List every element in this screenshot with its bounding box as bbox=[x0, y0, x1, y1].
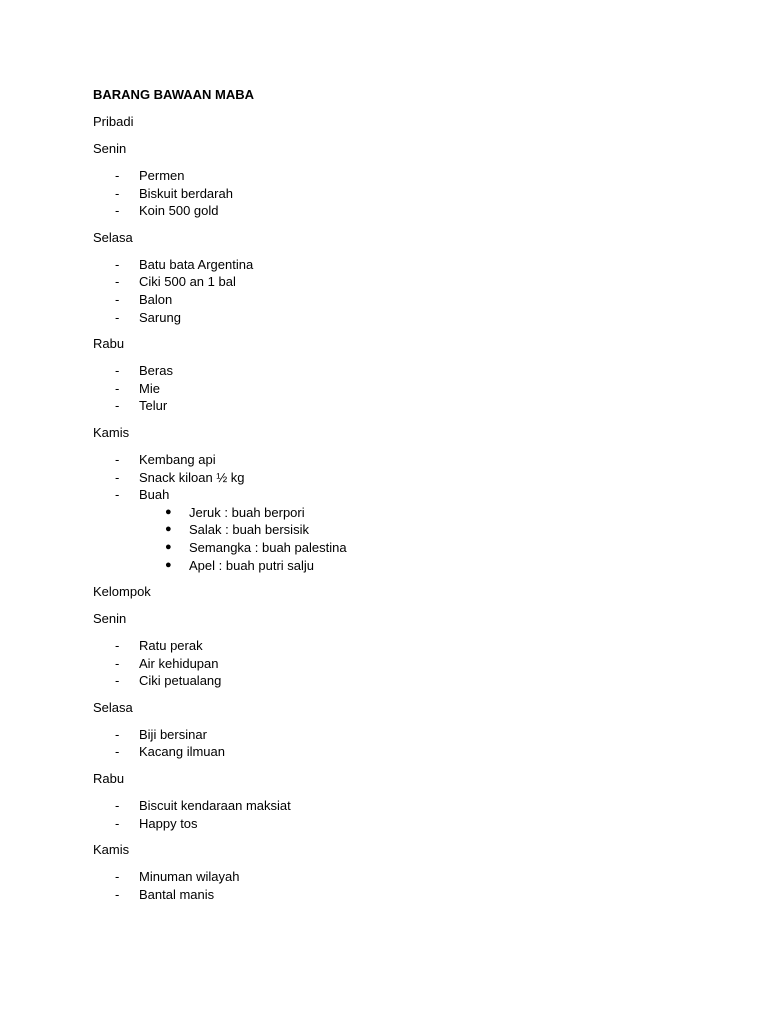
list-item-text: Balon bbox=[139, 291, 173, 307]
list-item bbox=[93, 185, 693, 203]
list-item bbox=[93, 291, 693, 309]
dash-marker: - bbox=[115, 726, 120, 742]
list-item bbox=[93, 362, 693, 380]
dash-marker: - bbox=[115, 274, 120, 290]
list-item bbox=[93, 743, 693, 761]
dash-marker: - bbox=[115, 168, 120, 183]
document-page bbox=[93, 86, 693, 912]
list-item-text: Buah bbox=[139, 487, 170, 503]
list-item-text: Biskuit berdarah bbox=[139, 185, 233, 201]
bullet-marker: ● bbox=[165, 523, 172, 536]
dash-marker: - bbox=[115, 398, 120, 414]
dash-marker: - bbox=[115, 380, 120, 396]
document-title: BARANG BAWAAN MABA bbox=[93, 87, 255, 102]
item-list bbox=[93, 256, 693, 326]
item-list bbox=[93, 637, 693, 690]
section-heading-kelompok: Kelompok bbox=[93, 584, 151, 600]
list-item bbox=[93, 256, 693, 274]
list-item-text: Air kehidupan bbox=[139, 655, 219, 671]
list-item bbox=[93, 486, 693, 574]
day-heading-selasa: Selasa bbox=[93, 699, 133, 715]
dash-marker: - bbox=[115, 798, 120, 814]
list-item-text: Happy tos bbox=[139, 815, 198, 831]
day-heading-kamis: Kamis bbox=[93, 424, 130, 440]
dash-marker: - bbox=[115, 673, 120, 689]
dash-marker: - bbox=[115, 291, 120, 307]
list-item-text: Batu bata Argentina bbox=[139, 256, 254, 272]
dash-marker: - bbox=[115, 744, 120, 760]
list-item bbox=[93, 637, 693, 655]
dash-marker: - bbox=[115, 309, 120, 325]
bullet-marker: ● bbox=[165, 540, 172, 553]
sub-list-item bbox=[139, 539, 693, 557]
dash-marker: - bbox=[115, 469, 120, 485]
sub-list-item bbox=[139, 557, 693, 575]
dash-marker: - bbox=[115, 185, 120, 201]
dash-marker: - bbox=[115, 203, 120, 219]
day-heading-senin: Senin bbox=[93, 141, 127, 156]
item-list bbox=[93, 167, 693, 220]
sub-list-item-text: Salak : buah bersisik bbox=[189, 522, 309, 538]
list-item bbox=[93, 309, 693, 327]
item-list bbox=[93, 362, 693, 415]
list-item-text: Mie bbox=[139, 380, 160, 396]
dash-marker: - bbox=[115, 487, 120, 503]
list-item-text: Permen bbox=[139, 168, 185, 183]
list-item bbox=[93, 797, 693, 815]
sub-list-item-text: Semangka : buah palestina bbox=[189, 539, 347, 555]
item-list bbox=[93, 726, 693, 761]
day-heading-kamis: Kamis bbox=[93, 842, 130, 858]
dash-marker: - bbox=[115, 869, 120, 885]
day-heading-rabu: Rabu bbox=[93, 771, 125, 787]
list-item-text: Biji bersinar bbox=[139, 726, 207, 742]
list-item-text: Snack kiloan ½ kg bbox=[139, 469, 245, 485]
list-item bbox=[93, 672, 693, 690]
sub-list bbox=[139, 504, 693, 574]
dash-marker: - bbox=[115, 363, 120, 379]
list-item-text: Telur bbox=[139, 398, 168, 414]
sub-list-item-text: Jeruk : buah berpori bbox=[189, 504, 305, 520]
list-item-text: Ratu perak bbox=[139, 638, 203, 654]
list-item bbox=[93, 469, 693, 487]
dash-marker: - bbox=[115, 256, 120, 272]
list-item bbox=[93, 273, 693, 291]
item-list bbox=[93, 868, 693, 903]
list-item bbox=[93, 868, 693, 886]
bullet-marker: ● bbox=[165, 505, 172, 518]
section-heading-pribadi: Pribadi bbox=[93, 114, 134, 129]
list-item bbox=[93, 451, 693, 469]
list-item bbox=[93, 886, 693, 904]
bullet-marker: ● bbox=[165, 558, 172, 571]
item-list bbox=[93, 797, 693, 832]
sub-list-item bbox=[139, 521, 693, 539]
sub-list-item bbox=[139, 504, 693, 522]
list-item bbox=[93, 815, 693, 833]
day-heading-selasa: Selasa bbox=[93, 229, 133, 245]
list-item bbox=[93, 655, 693, 673]
list-item-text: Ciki petualang bbox=[139, 673, 222, 689]
list-item bbox=[93, 202, 693, 220]
list-item-text: Beras bbox=[139, 363, 173, 379]
list-item bbox=[93, 726, 693, 744]
list-item-text: Sarung bbox=[139, 309, 181, 325]
sub-list-item-text: Apel : buah putri salju bbox=[189, 557, 315, 573]
dash-marker: - bbox=[115, 451, 120, 467]
list-item bbox=[93, 167, 693, 185]
dash-marker: - bbox=[115, 886, 120, 902]
dash-marker: - bbox=[115, 815, 120, 831]
dash-marker: - bbox=[115, 638, 120, 654]
list-item-text: Kembang api bbox=[139, 451, 216, 467]
item-list bbox=[93, 451, 693, 574]
list-item-text: Minuman wilayah bbox=[139, 869, 240, 885]
list-item-text: Koin 500 gold bbox=[139, 203, 219, 219]
day-heading-senin: Senin bbox=[93, 611, 127, 627]
day-heading-rabu: Rabu bbox=[93, 336, 125, 352]
list-item-text: Biscuit kendaraan maksiat bbox=[139, 798, 291, 814]
list-item bbox=[93, 380, 693, 398]
list-item-text: Ciki 500 an 1 bal bbox=[139, 274, 236, 290]
list-item-text: Kacang ilmuan bbox=[139, 744, 225, 760]
list-item bbox=[93, 397, 693, 415]
dash-marker: - bbox=[115, 655, 120, 671]
list-item-text: Bantal manis bbox=[139, 886, 215, 902]
